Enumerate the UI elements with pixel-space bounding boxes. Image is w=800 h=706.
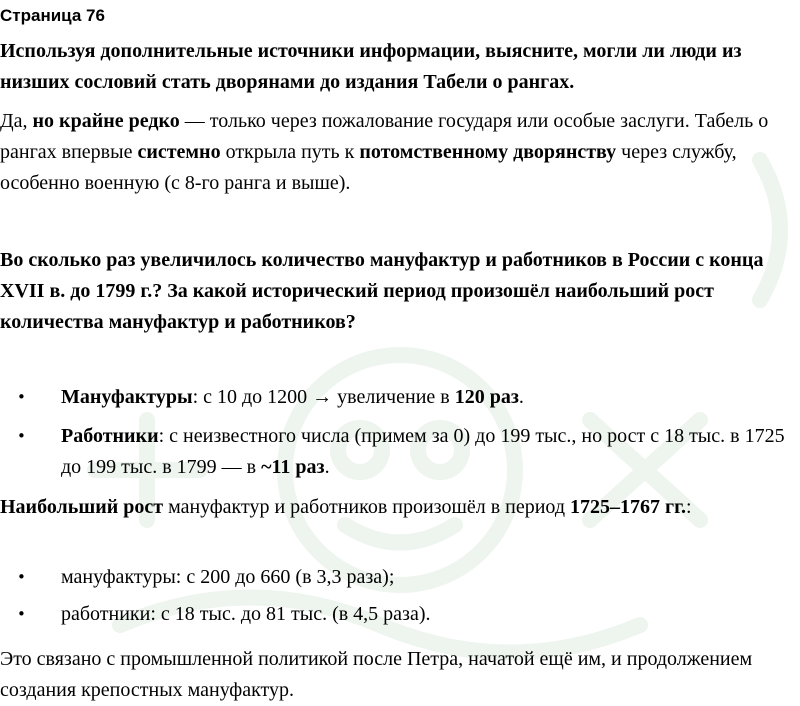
answer-1-text-3: открыла путь к [220,141,360,163]
answer-1-text-4: через службу, особенно военную (с 8-го ранга и выше). [0,141,737,194]
answer-1 [0,106,795,199]
answer-1-text-2: — только через пожалование государя или особые заслуги. Табель о рангах впервые [0,110,769,163]
list-item-text: : с неизвестного числа (примем за 0) до 199 тыс., но рост с 18 тыс. в 1725 до 199 тыс. в 1799 — в [61,425,785,478]
peak-summary-emphasis-1: Наибольший рост [0,496,164,518]
answer-1-emphasis-2: системно [137,141,221,163]
list-item-value: ~11 раз [261,456,325,478]
question-1: Используя дополнительные источники информации, выясните, могли ли люди из низших сословий стать дворянами до издания Табели о рангах. [0,40,742,93]
answer-1-text-1: Да, [0,110,33,132]
peak-summary [0,492,795,523]
bullet-point: • [17,388,26,406]
peak-summary-text-1: мануфактур и работников произошёл в период [163,496,571,518]
bullet-point: • [17,568,26,586]
list-item-end: . [518,386,524,408]
list-item [0,562,795,593]
peak-summary-period: 1725–1767 гг. [570,496,686,518]
answer-1-emphasis-3: потомственному дворянству [359,141,617,163]
peak-list [0,562,795,630]
growth-list [0,382,795,483]
list-item [0,421,795,483]
bullet-point: • [17,427,26,445]
conclusion: Это связано с промышленной политикой после Петра, начатой ещё им, и продолжением создания крепостных мануфактур. [0,648,753,701]
answer-1-emphasis-1: но крайне редко [32,110,180,132]
page-title: Страница 76 [0,6,105,25]
list-item-end: . [324,456,330,478]
list-item-text: : с 10 до 1200 → увеличение в [192,386,455,408]
list-item-text: работники: с 18 тыс. до 81 тыс. (в 4,5 раза). [61,603,431,625]
list-item-text: мануфактуры: с 200 до 660 (в 3,3 раза); [61,566,395,588]
list-item [0,599,795,630]
question-2: Во сколько раз увеличилось количество мануфактур и работников в России с конца XVII в. до 1799 г.? За какой исторический период произошёл наибольший рост количества мануфактур и работников? [0,249,764,333]
list-item-label: Мануфактуры [61,386,193,408]
list-item [0,382,795,413]
bullet-point: • [17,605,26,623]
peak-summary-text-2: : [685,496,692,518]
list-item-value: 120 раз [454,386,519,408]
list-item-label: Работники [61,425,159,447]
